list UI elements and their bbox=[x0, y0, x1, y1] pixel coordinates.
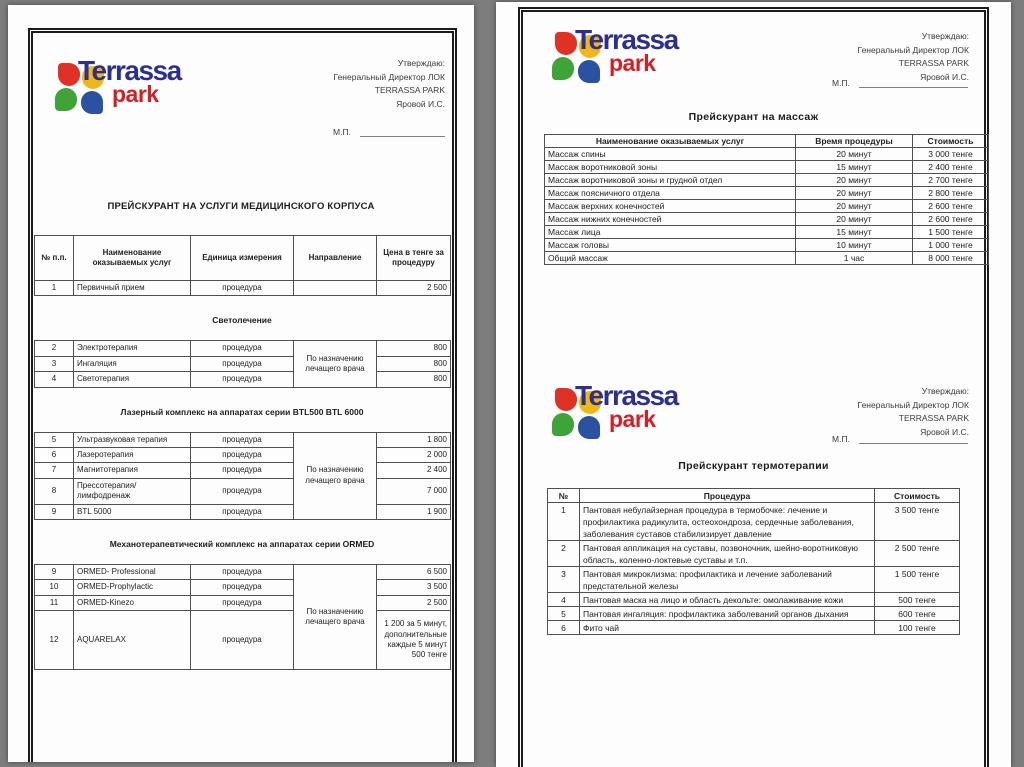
approve-line: Утверждаю: bbox=[921, 31, 969, 41]
approve-line: Яровой И.С. bbox=[920, 426, 969, 437]
table-cell: 2 600 тенге bbox=[913, 213, 989, 226]
cell-service-name: BTL 5000 bbox=[74, 504, 191, 519]
cell-price: 800 bbox=[377, 372, 451, 387]
cell-unit: процедура bbox=[191, 564, 294, 579]
table-row bbox=[35, 372, 451, 387]
table-row bbox=[545, 226, 989, 239]
stamp-line bbox=[333, 125, 445, 137]
cell-price: 2 500 bbox=[377, 595, 451, 610]
table-cell: 20 минут bbox=[796, 213, 913, 226]
cell-number: 3 bbox=[35, 356, 74, 371]
cell-service-name: Первичный прием bbox=[74, 281, 191, 296]
cell-service-name: ORMED- Professional bbox=[74, 564, 191, 579]
table-row bbox=[35, 611, 451, 670]
logo-word-terrassa: Terrassa bbox=[575, 380, 678, 411]
cell-unit: процедура bbox=[191, 356, 294, 371]
table-cell: 3 500 тенге bbox=[875, 503, 960, 541]
table-cell: 2 400 тенге bbox=[913, 161, 989, 174]
table-cell: 15 минут bbox=[796, 161, 913, 174]
document-page-left bbox=[8, 5, 474, 762]
signature-line bbox=[859, 76, 968, 88]
stamp-label: М.П. bbox=[832, 434, 850, 444]
cell-number: 2 bbox=[35, 341, 74, 356]
cell-direction: По назначению лечащего врача bbox=[294, 341, 377, 387]
cell-number: 10 bbox=[35, 580, 74, 595]
cell-price: 1 200 за 5 минут, дополнительные каждые 5 минут 500 тенге bbox=[377, 611, 451, 670]
cell-unit: процедура bbox=[191, 504, 294, 519]
table-header-row bbox=[545, 135, 989, 148]
cell-number: 8 bbox=[35, 478, 74, 504]
table-cell: 2 700 тенге bbox=[913, 174, 989, 187]
table-cell: Пантовая ингаляция: профилактика заболеваний органов дыхания bbox=[580, 607, 875, 621]
approval-block bbox=[334, 57, 445, 111]
table-row bbox=[545, 187, 989, 200]
thermotherapy-title: Прейскурант термотерапии bbox=[678, 460, 829, 472]
table-cell: 2 600 тенге bbox=[913, 200, 989, 213]
table-cell: 10 минут bbox=[796, 239, 913, 252]
table-row bbox=[35, 564, 451, 579]
cell-price: 1 900 bbox=[377, 504, 451, 519]
cell-unit: процедура bbox=[191, 281, 294, 296]
price-table-block bbox=[34, 235, 451, 296]
table-cell: Массаж верхних конечностей bbox=[545, 200, 796, 213]
cell-number: 4 bbox=[35, 372, 74, 387]
table-cell: 2 bbox=[548, 541, 580, 567]
table-cell: 20 минут bbox=[796, 148, 913, 161]
table-cell: Массаж поясничного отдела bbox=[545, 187, 796, 200]
header-cell: Время процедуры bbox=[796, 135, 913, 148]
table-cell: Пантовая аппликация на суставы, позвоночник, шейно-воротниковую область, коленно-локтевые суставы и т.п. bbox=[580, 541, 875, 567]
approve-line: TERRASSA PARK bbox=[898, 58, 969, 68]
table-row bbox=[35, 356, 451, 371]
table-row bbox=[35, 432, 451, 447]
table-cell: Фито чай bbox=[580, 621, 875, 635]
price-table-block bbox=[34, 564, 451, 670]
header-cell: № п.п. bbox=[35, 236, 74, 281]
table-row bbox=[545, 200, 989, 213]
logo-word-park: park bbox=[609, 406, 656, 432]
table-row bbox=[35, 281, 451, 296]
header-cell: Стоимость bbox=[875, 489, 960, 503]
section-title: Светолечение bbox=[212, 315, 272, 326]
cell-unit: процедура bbox=[191, 580, 294, 595]
cell-price: 800 bbox=[377, 356, 451, 371]
logo-word-terrassa: Terrassa bbox=[575, 24, 678, 55]
massage-price-table bbox=[544, 134, 989, 265]
table-row bbox=[548, 541, 960, 567]
signature-line bbox=[360, 125, 445, 137]
cell-unit: процедура bbox=[191, 463, 294, 478]
table-cell: Пантовая небулайзерная процедура в термобочке: лечение и профилактика радикулита, остеохондроза, сердечные заболевания, заболевания суставов стабилизирует давление bbox=[580, 503, 875, 541]
cell-number: 9 bbox=[35, 504, 74, 519]
stamp-line bbox=[832, 432, 968, 444]
section-title: Лазерный комплекс на аппаратах серии BTL500 BTL 6000 bbox=[120, 406, 364, 417]
thermotherapy-price-table bbox=[547, 488, 960, 635]
table-cell: 100 тенге bbox=[875, 621, 960, 635]
table-cell: 3 000 тенге bbox=[913, 148, 989, 161]
table-cell: 3 bbox=[548, 567, 580, 593]
cell-direction: По назначению лечащего врача bbox=[294, 432, 377, 519]
table-cell: Массаж лица bbox=[545, 226, 796, 239]
cell-unit: процедура bbox=[191, 372, 294, 387]
cell-unit: процедура bbox=[191, 432, 294, 447]
cell-price: 2 400 bbox=[377, 463, 451, 478]
terrassa-park-logo bbox=[552, 26, 712, 88]
approve-line: Яровой И.С. bbox=[920, 71, 969, 82]
table-cell: 1 час bbox=[796, 252, 913, 265]
stamp-line bbox=[832, 76, 968, 88]
header-cell: Направление bbox=[294, 236, 377, 281]
cell-price: 2 500 bbox=[377, 281, 451, 296]
logo-tile-green-icon bbox=[552, 57, 574, 80]
table-cell: Массаж нижних конечностей bbox=[545, 213, 796, 226]
price-tables-area bbox=[34, 235, 450, 670]
cell-service-name: Ультразвуковая терапия bbox=[74, 432, 191, 447]
cell-number: 9 bbox=[35, 564, 74, 579]
table-row bbox=[548, 593, 960, 607]
table-row bbox=[548, 621, 960, 635]
table-cell: 8 000 тенге bbox=[913, 252, 989, 265]
table-row bbox=[545, 174, 989, 187]
logo-word-terrassa: Terrassa bbox=[78, 55, 181, 86]
table-row bbox=[35, 341, 451, 356]
table-cell: 6 bbox=[548, 621, 580, 635]
table-cell: Массаж головы bbox=[545, 239, 796, 252]
logo-tile-red-icon bbox=[58, 63, 80, 86]
table-row bbox=[548, 503, 960, 541]
table-cell: 1 500 тенге bbox=[913, 226, 989, 239]
table-row bbox=[35, 580, 451, 595]
logo-tile-blue-icon bbox=[81, 91, 103, 114]
table-row bbox=[35, 595, 451, 610]
cell-unit: процедура bbox=[191, 341, 294, 356]
cell-unit: процедура bbox=[191, 595, 294, 610]
header-cell: Процедура bbox=[580, 489, 875, 503]
logo-tile-blue-icon bbox=[578, 416, 600, 439]
logo-tile-green-icon bbox=[55, 88, 77, 111]
table-header-row bbox=[35, 236, 451, 281]
table-cell: 5 bbox=[548, 607, 580, 621]
approve-line: Яровой И.С. bbox=[396, 98, 445, 109]
header-cell: № bbox=[548, 489, 580, 503]
cell-service-name: Лазеротерапия bbox=[74, 447, 191, 462]
cell-service-name: Светотерапия bbox=[74, 372, 191, 387]
approve-line: Генеральный Директор ЛОК bbox=[333, 71, 445, 82]
table-header-row bbox=[548, 489, 960, 503]
table-cell: 2 500 тенге bbox=[875, 541, 960, 567]
cell-number: 12 bbox=[35, 611, 74, 670]
logo-tile-green-icon bbox=[552, 413, 574, 436]
table-row bbox=[545, 239, 989, 252]
table-row bbox=[545, 148, 989, 161]
approve-line: Утверждаю: bbox=[921, 386, 969, 396]
table-cell: Общий массаж bbox=[545, 252, 796, 265]
cell-number: 11 bbox=[35, 595, 74, 610]
cell-price: 6 500 bbox=[377, 564, 451, 579]
approve-line: Генеральный Директор ЛОК bbox=[857, 44, 969, 55]
cell-unit: процедура bbox=[191, 478, 294, 504]
table-row bbox=[35, 463, 451, 478]
logo-tile-red-icon bbox=[555, 388, 577, 411]
table-cell: Пантовая маска на лицо и область декольте: омолаживание кожи bbox=[580, 593, 875, 607]
table-cell: Массаж спины bbox=[545, 148, 796, 161]
stamp-label: М.П. bbox=[832, 78, 850, 88]
table-cell: Массаж воротниковой зоны bbox=[545, 161, 796, 174]
table-cell: 15 минут bbox=[796, 226, 913, 239]
table-row bbox=[35, 478, 451, 504]
cell-number: 5 bbox=[35, 432, 74, 447]
terrassa-park-logo bbox=[55, 57, 215, 119]
table-cell: 1 000 тенге bbox=[913, 239, 989, 252]
logo-tile-red-icon bbox=[555, 32, 577, 55]
cell-number: 1 bbox=[35, 281, 74, 296]
terrassa-park-logo bbox=[552, 382, 712, 444]
cell-service-name: Ингаляция bbox=[74, 356, 191, 371]
table-row bbox=[35, 447, 451, 462]
cell-price: 7 000 bbox=[377, 478, 451, 504]
logo-word-park: park bbox=[609, 50, 656, 76]
table-cell: Массаж воротниковой зоны и грудной отдел bbox=[545, 174, 796, 187]
cell-number: 7 bbox=[35, 463, 74, 478]
cell-service-name: Электротерапия bbox=[74, 341, 191, 356]
approve-line: TERRASSA PARK bbox=[374, 85, 445, 95]
table-row bbox=[545, 161, 989, 174]
table-row bbox=[35, 504, 451, 519]
section-title: Механотерапевтический комплекс на аппаратах серии ORMED bbox=[109, 538, 375, 549]
cell-direction bbox=[294, 281, 377, 296]
signature-line bbox=[859, 432, 968, 444]
header-cell: Единица измерения bbox=[191, 236, 294, 281]
approve-line: Утверждаю: bbox=[397, 58, 445, 68]
logo-tile-blue-icon bbox=[578, 60, 600, 83]
cell-price: 2 000 bbox=[377, 447, 451, 462]
table-cell: 20 минут bbox=[796, 187, 913, 200]
table-cell: 1 500 тенге bbox=[875, 567, 960, 593]
table-cell: 500 тенге bbox=[875, 593, 960, 607]
cell-service-name: ORMED-Prophylactic bbox=[74, 580, 191, 595]
cell-service-name: Магнитотерапия bbox=[74, 463, 191, 478]
massage-title: Прейскурант на массаж bbox=[688, 111, 819, 123]
header-cell: Наименование оказываемых услуг bbox=[74, 236, 191, 281]
cell-unit: процедура bbox=[191, 447, 294, 462]
price-table-block bbox=[34, 432, 451, 520]
header-cell: Цена в тенге за процедуру bbox=[377, 236, 451, 281]
table-row bbox=[545, 213, 989, 226]
approval-block bbox=[858, 385, 969, 439]
cell-service-name: AQUARELAX bbox=[74, 611, 191, 670]
approve-line: Генеральный Директор ЛОК bbox=[857, 399, 969, 410]
table-row bbox=[548, 607, 960, 621]
table-cell: 2 800 тенге bbox=[913, 187, 989, 200]
approve-line: TERRASSA PARK bbox=[898, 413, 969, 423]
table-row bbox=[545, 252, 989, 265]
table-cell: Пантовая микроклизма: профилактика и лечение заболеваний предстательной железы bbox=[580, 567, 875, 593]
table-cell: 20 минут bbox=[796, 174, 913, 187]
cell-unit: процедура bbox=[191, 611, 294, 670]
document-page-right bbox=[496, 2, 1011, 767]
stamp-label: М.П. bbox=[333, 127, 351, 137]
header-cell: Стоимость bbox=[913, 135, 989, 148]
table-row bbox=[548, 567, 960, 593]
cell-price: 3 500 bbox=[377, 580, 451, 595]
table-cell: 600 тенге bbox=[875, 607, 960, 621]
cell-service-name: Прессотерапия/лимфодренаж bbox=[74, 478, 191, 504]
cell-service-name: ORMED-Kinezo bbox=[74, 595, 191, 610]
page-title: ПРЕЙСКУРАНТ НА УСЛУГИ МЕДИЦИНСКОГО КОРПУСА bbox=[107, 201, 375, 212]
table-cell: 20 минут bbox=[796, 200, 913, 213]
header-cell: Наименование оказываемых услуг bbox=[545, 135, 796, 148]
cell-number: 6 bbox=[35, 447, 74, 462]
table-cell: 4 bbox=[548, 593, 580, 607]
price-table-block bbox=[34, 340, 451, 387]
cell-price: 800 bbox=[377, 341, 451, 356]
logo-word-park: park bbox=[112, 81, 159, 107]
table-cell: 1 bbox=[548, 503, 580, 541]
cell-price: 1 800 bbox=[377, 432, 451, 447]
cell-direction: По назначению лечащего врача bbox=[294, 564, 377, 669]
